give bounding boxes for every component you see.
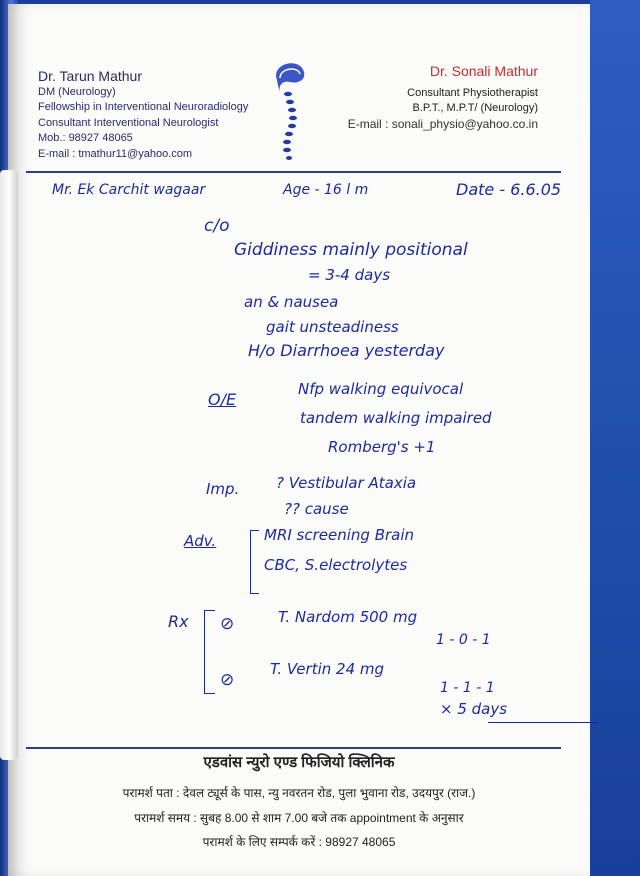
doctor-left-email: E-mail : tmathur11@yahoo.com bbox=[38, 147, 193, 160]
oe-line-3: Romberg's +1 bbox=[328, 438, 436, 456]
rx-drug-1: T. Nardom 500 mg bbox=[278, 608, 418, 626]
doctor-left-mobile: Mob.: 98927 48065 bbox=[38, 132, 133, 144]
header-divider bbox=[26, 171, 561, 173]
doctor-left-block bbox=[38, 69, 248, 162]
footer-divider bbox=[26, 747, 561, 749]
prescription-sheet bbox=[8, 4, 590, 876]
rx-dose-1: 1 - 0 - 1 bbox=[436, 632, 491, 648]
doctor-left-name: Dr. Tarun Mathur bbox=[38, 68, 143, 84]
adv-line-1: MRI screening Brain bbox=[264, 526, 415, 544]
doctor-right-name: Dr. Sonali Mathur bbox=[429, 63, 538, 79]
rx-bracket bbox=[204, 610, 215, 694]
oe-line-1: Nfp walking equivocal bbox=[298, 380, 464, 398]
doctor-right-email: E-mail : sonali_physio@yahoo.co.in bbox=[347, 116, 538, 131]
doctor-right-role: Consultant Physiotherapist bbox=[407, 86, 538, 99]
clinic-timing: परामर्श समय : सुबह 8.00 से शाम 7.00 बजे तक appointment के अनुसार bbox=[134, 811, 464, 825]
co-line-3: an & nausea bbox=[244, 293, 339, 311]
adv-heading: Adv. bbox=[184, 532, 217, 550]
co-line-5: H/o Diarrhoea yesterday bbox=[248, 341, 445, 360]
imp-line-1: ? Vestibular Ataxia bbox=[276, 474, 417, 492]
imp-line-2: ?? cause bbox=[284, 500, 349, 518]
co-line-4: gait unsteadiness bbox=[266, 318, 399, 336]
rx-dose-2: 1 - 1 - 1 bbox=[440, 680, 495, 696]
doctor-left-fellowship: Fellowship in Interventional Neuroradiology bbox=[38, 101, 249, 113]
rx-mark-1: ⊘ bbox=[220, 614, 235, 634]
doctor-right-degree: B.P.T., M.P.T/ (Neurology) bbox=[412, 102, 538, 114]
doctor-left-role: Consultant Interventional Neurologist bbox=[38, 116, 219, 129]
co-line-2: = 3-4 days bbox=[308, 266, 391, 284]
clinic-address: परामर्श पता : देवल ट्यूर्स के पास, न्यु नवरतन रोड, पुला भुवाना रोड, उदयपुर (राज.) bbox=[122, 786, 476, 800]
oe-heading: O/E bbox=[208, 390, 237, 409]
rx-drug-2: T. Vertin 24 mg bbox=[270, 660, 385, 678]
spine-brain-logo-icon bbox=[270, 56, 310, 171]
visit-date: Date - 6.6.05 bbox=[456, 180, 562, 199]
oe-line-2: tandem walking impaired bbox=[300, 409, 492, 427]
patient-age: Age - 16 l m bbox=[283, 182, 369, 198]
clinic-contact: परामर्श के लिए सम्पर्क करें : 98927 48065 bbox=[202, 835, 396, 849]
clinic-name: एडवांस न्युरो एण्ड फिजियो क्लिनिक bbox=[203, 754, 395, 771]
doctor-left-degree: DM (Neurology) bbox=[38, 85, 116, 98]
rx-heading: Rx bbox=[168, 612, 189, 631]
imp-heading: Imp. bbox=[206, 480, 240, 498]
adv-bracket bbox=[250, 530, 259, 594]
co-heading: c/o bbox=[204, 216, 230, 236]
patient-name: Mr. Ek Carchit wagaar bbox=[52, 182, 206, 198]
rx-duration: × 5 days bbox=[440, 700, 508, 718]
doctor-right-block bbox=[348, 64, 538, 132]
co-line-1: Giddiness mainly positional bbox=[234, 240, 468, 260]
signature-line bbox=[488, 722, 598, 723]
adv-line-2: CBC, S.electrolytes bbox=[264, 556, 408, 574]
folder-clip bbox=[0, 170, 18, 760]
folder-edge bbox=[590, 0, 640, 876]
rx-mark-2: ⊘ bbox=[220, 670, 235, 690]
